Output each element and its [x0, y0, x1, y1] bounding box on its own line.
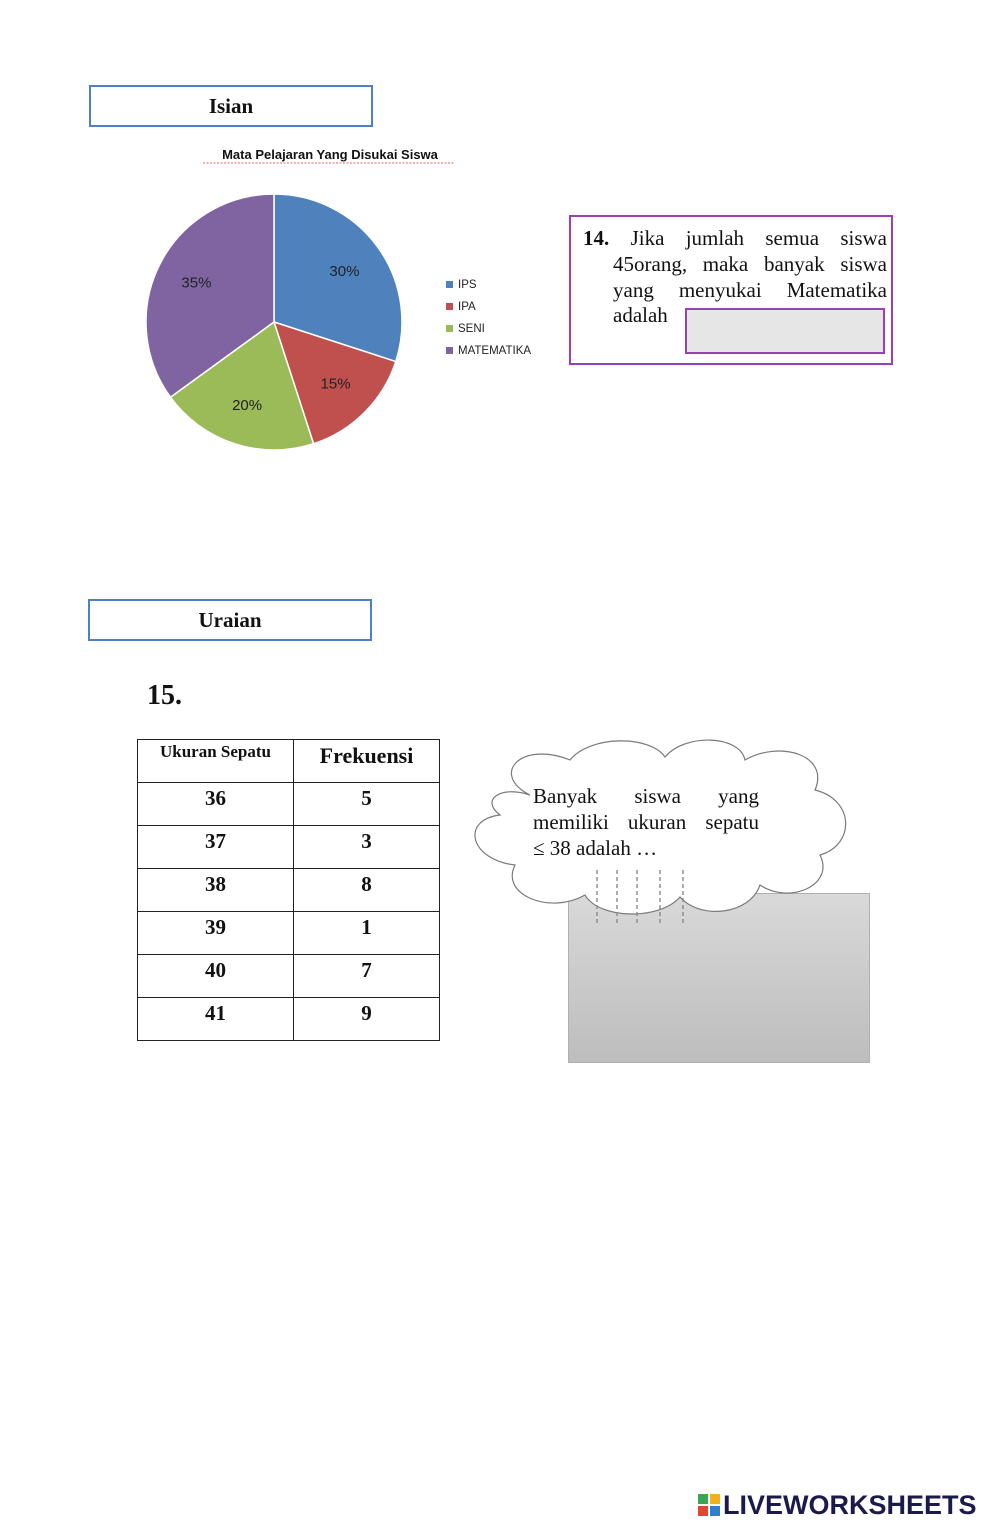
section-isian-header: [89, 85, 373, 127]
table-row: [138, 998, 440, 1041]
question-14-line3: yang menyukai Matematika: [613, 278, 887, 302]
table-cell-frequency: 5: [294, 783, 440, 826]
section-isian-label: Isian: [208, 93, 254, 118]
legend-entry: IPS: [458, 279, 477, 291]
chart-legend: [446, 279, 531, 357]
table-cell-size: 36: [138, 783, 294, 826]
cloud-dashed-lines: [590, 868, 700, 928]
pie-data-label: 35%: [181, 274, 212, 292]
pie-data-label: 20%: [232, 396, 263, 414]
pie-chart: [130, 140, 560, 470]
shoe-size-table: [137, 739, 440, 1041]
table-header-frequency: Frekuensi: [294, 740, 440, 783]
table-row: [138, 955, 440, 998]
legend-swatch: [446, 281, 453, 288]
question-14-line4: adalah: [613, 303, 668, 327]
table-cell-size: 41: [138, 998, 294, 1041]
question-14-number: 14.: [583, 226, 610, 250]
legend-entry: SENI: [458, 323, 485, 335]
cloud-line1: Banyak siswa yang: [533, 784, 759, 808]
legend-swatch: [446, 303, 453, 310]
pie-data-label: 15%: [320, 375, 351, 393]
cloud-line3: ≤ 38 adalah …: [533, 836, 658, 860]
liveworksheets-brand: [698, 1490, 977, 1520]
question-14-line2: 45orang, maka banyak siswa: [613, 252, 887, 276]
table-cell-frequency: 3: [294, 826, 440, 869]
table-cell-size: 40: [138, 955, 294, 998]
section-uraian-label: Uraian: [198, 607, 262, 632]
table-header-shoe-size: Ukuran Sepatu: [138, 740, 294, 783]
table-header-row: [138, 740, 440, 783]
table-cell-frequency: 7: [294, 955, 440, 998]
table-row: [138, 869, 440, 912]
table-row: [138, 783, 440, 826]
liveworksheets-logo-icon: [698, 1494, 720, 1516]
question-14-answer-input[interactable]: [685, 308, 885, 354]
pie-data-label: 30%: [329, 262, 360, 280]
chart-title: Mata Pelajaran Yang Disukai Siswa: [222, 147, 438, 162]
table-cell-frequency: 9: [294, 998, 440, 1041]
cloud-question-text: [533, 783, 759, 861]
question-14-text: [583, 225, 887, 303]
legend-entry: MATEMATIKA: [458, 345, 532, 357]
legend-swatch: [446, 325, 453, 332]
table-row: [138, 826, 440, 869]
table-row: [138, 912, 440, 955]
cloud-line2: memiliki ukuran sepatu: [533, 810, 759, 834]
brand-name: LIVEWORKSHEETS: [723, 1489, 977, 1520]
section-uraian-header: [88, 599, 372, 641]
table-cell-size: 38: [138, 869, 294, 912]
question-14-box: [569, 215, 893, 365]
question-15-number: 15.: [147, 680, 182, 711]
legend-entry: IPA: [458, 301, 476, 313]
table-cell-frequency: 8: [294, 869, 440, 912]
question-14-line1: Jika jumlah semua siswa: [630, 226, 888, 250]
legend-swatch: [446, 347, 453, 354]
table-cell-frequency: 1: [294, 912, 440, 955]
pie-slices: [146, 194, 402, 450]
table-cell-size: 37: [138, 826, 294, 869]
table-cell-size: 39: [138, 912, 294, 955]
